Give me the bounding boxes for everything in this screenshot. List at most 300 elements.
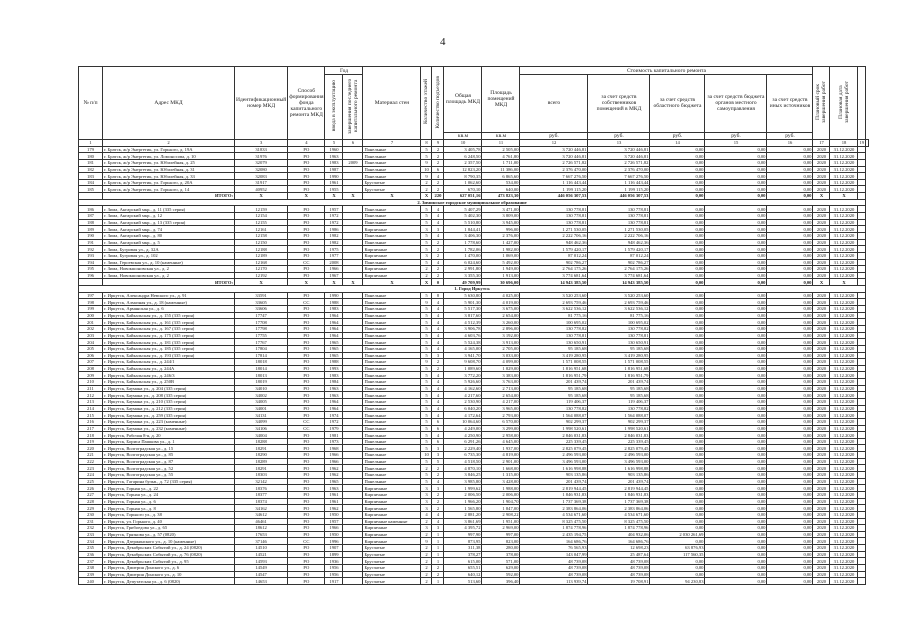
row-entrances: 4	[432, 392, 444, 399]
row-cost-all: 1 737 369,38	[520, 498, 588, 505]
row-cost-region: 0,00	[650, 306, 705, 313]
row-residential-area: 1 913,00	[482, 272, 520, 279]
row-entrances: 4	[432, 345, 444, 352]
row-fund-method: РО	[288, 359, 325, 366]
row-total-area: 3 985,80	[444, 478, 482, 485]
row-year-commission: 1907	[325, 545, 343, 552]
row-fund-method: РО	[288, 153, 325, 160]
row-cost-all: 164 686,76	[520, 538, 588, 545]
row-completion-date: 31.12.2020	[830, 425, 858, 432]
row-year-last-repair	[343, 525, 363, 532]
total-cost-local: 0,00	[705, 279, 767, 286]
row-id: 18013	[235, 372, 288, 379]
row-id: 34005	[235, 398, 288, 405]
row-cost-owners: 95 185,68	[588, 392, 650, 399]
row-planned-year: 2020	[813, 405, 830, 412]
row-address: г. Иркутск, ул. Горького, д. 40	[103, 518, 235, 525]
row-residential-area: 2 505,00	[482, 146, 520, 153]
row-cost-region: 0,00	[650, 405, 705, 412]
row-completion-date: 31.12.2020	[830, 352, 858, 359]
table-row	[79, 259, 869, 266]
row-spacer	[858, 565, 866, 572]
row-completion-date: 31.12.2020	[830, 398, 858, 405]
row-cost-owners: 25 487,64	[588, 551, 650, 558]
row-entrances: 4	[432, 213, 444, 220]
row-entrances: 4	[432, 398, 444, 405]
row-cost-owners: 130 778,81	[588, 213, 650, 220]
row-number: 221	[79, 452, 103, 459]
row-planned-year: 2020	[813, 478, 830, 485]
row-cost-other: 0,00	[767, 398, 813, 405]
row-completion-date: 31.12.2020	[830, 571, 858, 578]
row-entrances: 2	[432, 146, 444, 153]
total-cost-other: 0,00	[767, 193, 813, 200]
row-cost-all: 48 739,08	[520, 558, 588, 565]
row-fund-method: РО	[288, 571, 325, 578]
row-residential-area: 4 025,00	[482, 292, 520, 299]
row-residential-area: 534,00	[482, 179, 520, 186]
row-address: г. Иркутск, Байкальская ул., д. 155 (335 серия)	[103, 312, 235, 319]
row-cost-other: 0,00	[767, 339, 813, 346]
row-id: 17747	[235, 312, 288, 319]
row-planned-year: 2020	[813, 498, 830, 505]
row-year-last-repair	[343, 558, 363, 565]
row-fund-method: РО	[288, 565, 325, 572]
row-year-commission: 1963	[325, 485, 343, 492]
row-floors: 5	[421, 365, 432, 372]
row-entrances: 2	[432, 359, 444, 366]
row-id: 14549	[235, 565, 288, 572]
row-cost-region: 0,00	[650, 465, 705, 472]
row-total-area: 8 790,35	[444, 173, 482, 180]
row-fund-method: РО	[288, 385, 325, 392]
row-total-area: 4 512,39	[444, 319, 482, 326]
row-floors: 2	[421, 465, 432, 472]
row-number: 206	[79, 352, 103, 359]
table-row	[79, 432, 869, 439]
total-x: X	[325, 279, 343, 286]
row-entrances: 4	[432, 518, 444, 525]
row-cost-region: 0,00	[650, 153, 705, 160]
row-entrances: 1	[432, 545, 444, 552]
row-spacer	[858, 418, 866, 425]
row-floors: 3	[421, 226, 432, 233]
row-floors: 9	[421, 173, 432, 180]
row-cost-all: 81 775,16	[520, 312, 588, 319]
row-cost-other: 0,00	[767, 531, 813, 538]
row-wall-material: Панельные	[363, 352, 421, 359]
row-entrances: 6	[432, 418, 444, 425]
row-cost-local: 0,00	[705, 332, 767, 339]
row-number: 208	[79, 365, 103, 372]
row-floors: 5	[421, 392, 432, 399]
row-wall-material: Панельные	[363, 392, 421, 399]
column-number: 7	[363, 140, 421, 147]
row-cost-local: 0,00	[705, 478, 767, 485]
row-number: 183	[79, 173, 103, 180]
row-wall-material: Панельные	[363, 359, 421, 366]
row-entrances: 4	[432, 339, 444, 346]
table-row	[79, 226, 869, 233]
row-entrances: 4	[432, 379, 444, 386]
row-cost-owners: 48 739,08	[588, 565, 650, 572]
row-cost-other: 0,00	[767, 159, 813, 166]
row-number: 238	[79, 565, 103, 572]
table-row	[79, 359, 869, 366]
row-year-commission: 1964	[325, 332, 343, 339]
total-spacer	[858, 193, 866, 200]
row-cost-other: 0,00	[767, 179, 813, 186]
row-address: г. Иркутск, Волгоградская ул., д. 15	[103, 445, 235, 452]
row-planned-year: 2020	[813, 578, 830, 585]
row-year-commission: 1967	[325, 272, 343, 279]
row-residential-area: 1 668,00	[482, 465, 520, 472]
row-address: г. Иркутск, Байкальская ул., д. 246/3	[103, 372, 235, 379]
row-fund-method: РО	[288, 379, 325, 386]
column-number: 17	[813, 140, 830, 147]
row-total-area: 3 772,20	[444, 372, 482, 379]
row-number: 180	[79, 153, 103, 160]
row-residential-area: 1 315,00	[482, 472, 520, 479]
total-area: 49 709,99	[444, 279, 482, 286]
row-planned-year: 2020	[813, 306, 830, 313]
row-cost-owners: 2 222 706,16	[588, 232, 650, 239]
row-address: г. Иркутск, Александра Невского ул., д. 91	[103, 292, 235, 299]
row-cost-owners: 1 846 931,83	[588, 491, 650, 498]
row-spacer	[858, 246, 866, 253]
table-row	[79, 518, 869, 525]
total-row	[79, 193, 869, 200]
header-year-commission: ввода в эксплуатацию	[330, 80, 337, 132]
row-cost-other: 0,00	[767, 558, 813, 565]
row-address: г. Братск, ж/р Энергетик, ул. Горького, д. 19А	[103, 146, 235, 153]
table-row	[79, 485, 869, 492]
row-residential-area: 11 386,00	[482, 166, 520, 173]
row-completion-date: 31.12.2020	[830, 299, 858, 306]
row-cost-other: 0,00	[767, 246, 813, 253]
row-total-area: 378,27	[444, 551, 482, 558]
header-area-residential: Площадь помещений МКД	[482, 67, 520, 133]
row-spacer	[858, 485, 866, 492]
row-floors: 5	[421, 352, 432, 359]
row-id: 34162	[235, 505, 288, 512]
row-floors: 5	[421, 332, 432, 339]
unit-cost-local: руб.	[705, 132, 767, 139]
row-year-commission: 1987	[325, 166, 343, 173]
row-wall-material: Панельные	[363, 405, 421, 412]
row-entrances: 1	[432, 578, 444, 585]
row-cost-owners: 902 786,27	[588, 259, 650, 266]
row-year-last-repair	[343, 565, 363, 572]
row-residential-area: 3 033,00	[482, 352, 520, 359]
row-total-area: 6 248,50	[444, 153, 482, 160]
row-number: 197	[79, 292, 103, 299]
row-total-area: 2 357,50	[444, 159, 482, 166]
row-year-last-repair	[343, 365, 363, 372]
row-cost-region: 0,00	[650, 412, 705, 419]
row-cost-region: 0,00	[650, 511, 705, 518]
row-year-commission: 1963	[325, 153, 343, 160]
row-address: г. Зима, Ангарский мкр., д. 11 (335 серия)	[103, 206, 235, 213]
row-cost-owners: 95 185,68	[588, 345, 650, 352]
row-id: 32083	[235, 173, 288, 180]
row-planned-year: 2020	[813, 491, 830, 498]
row-cost-other: 0,00	[767, 252, 813, 259]
row-year-last-repair	[343, 379, 363, 386]
row-floors: 5	[421, 405, 432, 412]
row-cost-owners: 81 775,16	[588, 312, 650, 319]
table-row	[79, 538, 869, 545]
row-floors: 3	[421, 485, 432, 492]
row-year-commission: 1983	[325, 306, 343, 313]
row-id: 12154	[235, 213, 288, 220]
row-spacer	[858, 272, 866, 279]
row-planned-year: 2020	[813, 551, 830, 558]
row-wall-material: Панельные	[363, 325, 421, 332]
row-number: 227	[79, 491, 103, 498]
row-id: 18290	[235, 452, 288, 459]
row-cost-other: 0,00	[767, 239, 813, 246]
table-row	[79, 246, 869, 253]
row-spacer	[858, 531, 866, 538]
header-floors: Количество этажей	[423, 79, 430, 125]
row-entrances: 3	[432, 352, 444, 359]
row-entrances: 2	[432, 365, 444, 372]
column-number-row	[79, 140, 869, 147]
row-cost-region: 0,00	[650, 398, 705, 405]
row-entrances: 2	[432, 153, 444, 160]
row-year-commission: 1966	[325, 525, 343, 532]
row-completion-date: 31.12.2020	[830, 359, 858, 366]
row-spacer	[858, 213, 866, 220]
row-cost-other: 0,00	[767, 292, 813, 299]
row-year-last-repair	[343, 452, 363, 459]
row-spacer	[858, 385, 866, 392]
header-cost-group: Стоимость капитального ремонта	[520, 67, 813, 75]
row-year-commission: 1955	[325, 186, 343, 193]
row-cost-owners: 130 778,81	[588, 206, 650, 213]
row-address: г. Иркутск, Баумана ул., д. 212 (335 серия)	[103, 405, 235, 412]
row-entrances: 4	[432, 219, 444, 226]
row-cost-local: 0,00	[705, 352, 767, 359]
row-number: 235	[79, 545, 103, 552]
row-year-commission: 1966	[325, 458, 343, 465]
row-year-last-repair	[343, 578, 363, 585]
row-cost-owners: 130 778,81	[588, 332, 650, 339]
row-residential-area: 3 260,00	[482, 319, 520, 326]
row-floors: 3	[421, 525, 432, 532]
row-year-last-repair	[343, 173, 363, 180]
row-cost-owners: 2 383 864,06	[588, 505, 650, 512]
row-total-area: 1 778,60	[444, 239, 482, 246]
row-wall-material: Кирпичные	[363, 525, 421, 532]
row-year-commission: 1982	[325, 232, 343, 239]
row-cost-local: 0,00	[705, 159, 767, 166]
row-year-last-repair	[343, 312, 363, 319]
row-cost-region: 0,00	[650, 472, 705, 479]
row-address: г. Иркутск, Горная ул., д. 6	[103, 498, 235, 505]
table-row	[79, 179, 869, 186]
row-year-last-repair	[343, 292, 363, 299]
column-number: 3	[235, 140, 288, 147]
row-cost-all: 48 739,08	[520, 571, 588, 578]
row-wall-material: Брусчатые	[363, 571, 421, 578]
row-year-last-repair	[343, 352, 363, 359]
row-cost-local: 0,00	[705, 146, 767, 153]
row-cost-owners: 2 693 759,46	[588, 299, 650, 306]
row-id: 17653	[235, 531, 288, 538]
row-cost-local: 0,00	[705, 232, 767, 239]
row-cost-all: 3 419 280,95	[520, 352, 588, 359]
row-cost-owners: 1 616 998,88	[588, 465, 650, 472]
row-number: 218	[79, 432, 103, 439]
row-total-area: 670,10	[444, 186, 482, 193]
total-x: X	[288, 193, 325, 200]
row-year-commission: 1966	[325, 452, 343, 459]
row-total-area: 655,51	[444, 565, 482, 572]
row-cost-local: 0,00	[705, 491, 767, 498]
row-total-area: 3 906,78	[444, 325, 482, 332]
row-address: г. Зима, Ангарский мкр., д. 74	[103, 226, 235, 233]
row-id: 17755	[235, 332, 288, 339]
row-residential-area: 1 711,00	[482, 159, 520, 166]
column-number: 18	[830, 140, 858, 147]
row-year-last-repair	[343, 491, 363, 498]
row-spacer	[858, 312, 866, 319]
row-cost-other: 0,00	[767, 418, 813, 425]
row-total-area: 2 881,20	[444, 511, 482, 518]
row-total-area: 6 735,30	[444, 452, 482, 459]
row-completion-date: 31.12.2020	[830, 379, 858, 386]
row-year-commission: 1965	[325, 339, 343, 346]
row-planned-year: 2020	[813, 545, 830, 552]
row-id: 46461	[235, 518, 288, 525]
row-entrances: 4	[432, 299, 444, 306]
row-residential-area: 592,00	[482, 571, 520, 578]
row-cost-other: 0,00	[767, 379, 813, 386]
row-wall-material: Брусчатые	[363, 551, 421, 558]
row-residential-area: 4 099,00	[482, 359, 520, 366]
row-address: г. Зима, Новокшоновская ул., д. 2	[103, 272, 235, 279]
row-cost-local: 0,00	[705, 306, 767, 313]
row-cost-local: 0,00	[705, 166, 767, 173]
row-total-area: 5 402,30	[444, 213, 482, 220]
row-spacer	[858, 159, 866, 166]
table-row	[79, 505, 869, 512]
row-address: г. Братск, ж/р Энергетик, ул. Горького, д. 14	[103, 186, 235, 193]
row-number: 179	[79, 146, 103, 153]
row-number: 240	[79, 578, 103, 585]
row-cost-owners: 3 520 253,60	[588, 292, 650, 299]
row-residential-area: 571,00	[482, 558, 520, 565]
row-year-commission: 1977	[325, 252, 343, 259]
row-planned-year: 2020	[813, 505, 830, 512]
row-number: 194	[79, 259, 103, 266]
row-residential-area: 2 654,00	[482, 312, 520, 319]
row-planned-year: 2020	[813, 246, 830, 253]
row-cost-owners: 130 778,82	[588, 325, 650, 332]
row-floors: 3	[421, 498, 432, 505]
row-residential-area: 823,00	[482, 538, 520, 545]
row-cost-owners: 87 012,24	[588, 252, 650, 259]
row-residential-area: 996,00	[482, 226, 520, 233]
row-id: 32080	[235, 166, 288, 173]
row-completion-date: 31.12.2020	[830, 246, 858, 253]
row-cost-local: 0,00	[705, 558, 767, 565]
row-year-commission: 1968	[325, 445, 343, 452]
row-planned-year: 2020	[813, 319, 830, 326]
row-cost-all: 1 816 951,68	[520, 365, 588, 372]
row-fund-method: РО	[288, 372, 325, 379]
row-cost-local: 0,00	[705, 385, 767, 392]
row-spacer	[858, 259, 866, 266]
row-floors: 5	[421, 472, 432, 479]
row-address: г. Иркутск, Дмитрия Донского ул., д. 6	[103, 565, 235, 572]
row-number: 203	[79, 332, 103, 339]
row-fund-method: РО	[288, 472, 325, 479]
table-row	[79, 292, 869, 299]
row-entrances: 2	[432, 491, 444, 498]
row-cost-owners: 3 720 446,81	[588, 153, 650, 160]
row-year-commission: 1956	[325, 565, 343, 572]
row-year-last-repair	[343, 478, 363, 485]
row-wall-material: Кирпичные	[363, 531, 421, 538]
row-completion-date: 31.12.2020	[830, 405, 858, 412]
row-entrances: 4	[432, 312, 444, 319]
row-cost-region: 0,00	[650, 259, 705, 266]
row-wall-material: Панельные	[363, 213, 421, 220]
header-cost-other: за счет средств иных источников	[767, 75, 813, 133]
row-residential-area: 1 937,00	[482, 445, 520, 452]
row-entrances: 3	[432, 226, 444, 233]
row-wall-material: Панельные	[363, 259, 421, 266]
row-wall-material: Кирпичные	[363, 485, 421, 492]
row-cost-region: 0,00	[650, 219, 705, 226]
row-total-area: 6 024,60	[444, 259, 482, 266]
row-floors: 5	[421, 312, 432, 319]
row-completion-date: 31.12.2020	[830, 511, 858, 518]
row-entrances: 5	[432, 458, 444, 465]
row-residential-area: 2 969,00	[482, 525, 520, 532]
row-residential-area: 2 006,00	[482, 491, 520, 498]
row-year-last-repair	[343, 246, 363, 253]
row-cost-owners: 130 778,82	[588, 405, 650, 412]
row-year-last-repair	[343, 226, 363, 233]
row-year-last-repair	[343, 571, 363, 578]
row-spacer	[858, 345, 866, 352]
row-id: 31976	[235, 153, 288, 160]
row-id: 17767	[235, 339, 288, 346]
row-cost-region: 0,00	[650, 312, 705, 319]
row-floors: 5	[421, 232, 432, 239]
row-address: г. Иркутск, Байкальская ул., д. 244/1	[103, 359, 235, 366]
table-row	[79, 525, 869, 532]
row-planned-year: 2020	[813, 538, 830, 545]
row-cost-local: 0,00	[705, 578, 767, 585]
table-row	[79, 438, 869, 445]
row-planned-year: 2020	[813, 159, 830, 166]
total-num	[79, 279, 103, 286]
row-residential-area: 378,00	[482, 551, 520, 558]
row-number: 190	[79, 232, 103, 239]
row-spacer	[858, 458, 866, 465]
row-floors: 5	[421, 306, 432, 313]
header-cost-all: всего	[520, 75, 588, 133]
row-id: 31833	[235, 146, 288, 153]
row-cost-all: 130 650,91	[520, 339, 588, 346]
row-cost-all: 903 135,86	[520, 472, 588, 479]
row-completion-date: 31.12.2020	[830, 565, 858, 572]
